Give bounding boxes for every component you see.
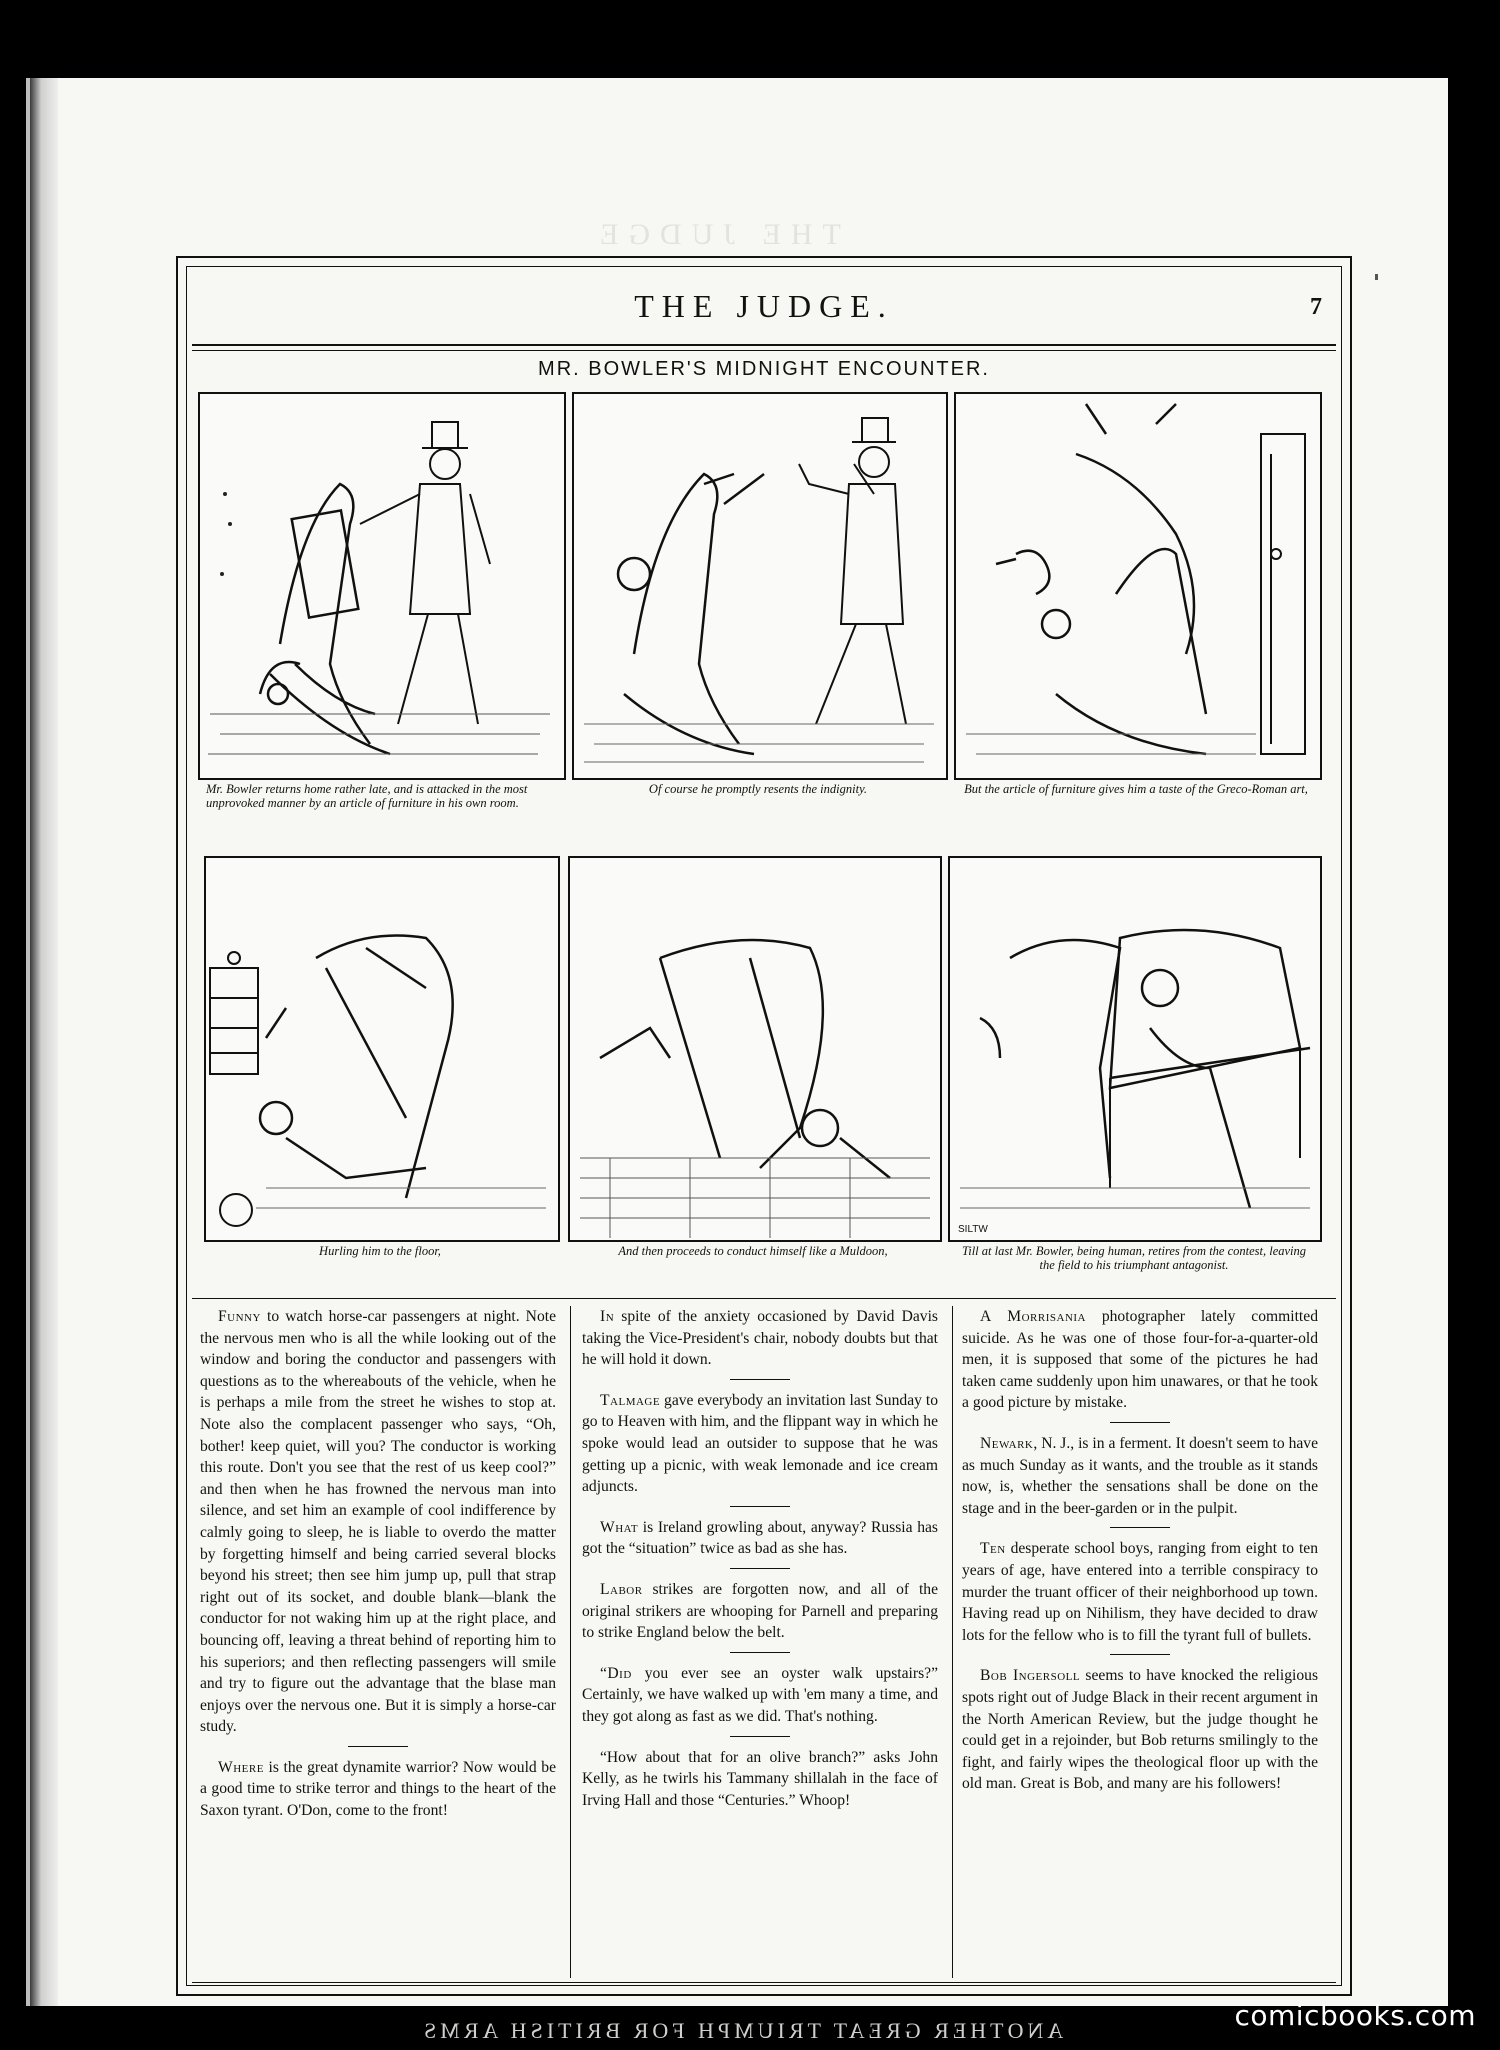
- cartoon-panel-1: [198, 392, 566, 780]
- caption-panel-5: And then proceeds to conduct himself like a Muldoon,: [618, 1244, 888, 1258]
- paragraph-lead: Labor: [600, 1580, 643, 1598]
- paragraph-text: spite of the anxiety occasioned by David Davis taking the Vice-President's chair, nobody doubts but that he will hold it down.: [582, 1308, 938, 1369]
- paragraph-separator: [730, 1506, 790, 1507]
- masthead-rule-thin: [192, 350, 1336, 351]
- panel-2-drawing: [574, 394, 946, 778]
- caption-panel-6: Till at last Mr. Bowler, being human, retires from the contest, leaving the field to his triumphant antagonist.: [961, 1244, 1307, 1272]
- text-columns: [200, 1306, 1318, 1978]
- paragraph-text: is the great dynamite warrior? Now would be a good time to strike terror and things to the heart of the Saxon tyrant. O'Don, come to the front!: [200, 1758, 556, 1820]
- paragraph-lead: In: [600, 1308, 615, 1325]
- paragraph-oyster: [582, 1663, 938, 1728]
- cartoon-panel-4: [204, 856, 560, 1242]
- paragraph-separator: [1110, 1527, 1170, 1528]
- paragraph-lead: A Morrisania: [980, 1308, 1086, 1325]
- paragraph-lead: “Did: [600, 1664, 632, 1682]
- cartoon-panel-5: [568, 856, 942, 1242]
- column-rule: [570, 1306, 571, 1978]
- paragraph-separator: [730, 1736, 790, 1737]
- section-divider: [192, 1298, 1336, 1299]
- page-frame: [176, 256, 1352, 1996]
- ink-speck: [1375, 274, 1378, 280]
- caption-panel-3: But the article of furniture gives him a taste of the Greco-Roman art,: [964, 782, 1308, 796]
- paragraph-text: strikes are forgotten now, and all of the original strikers are whooping for Parnell and preparing to strike England below the belt.: [582, 1580, 938, 1642]
- paragraph-separator: [730, 1379, 790, 1380]
- paragraph-text: , N. J., is in a ferment. It doesn't seem to have as much Sunday as it wants, and the trouble as it stands now, is, whether the sensations shall be done on the stage and in the beer-garden or in the pulpit.: [962, 1434, 1318, 1517]
- column-1: [200, 1306, 556, 1978]
- paragraph-lead: Ten: [980, 1540, 1006, 1558]
- caption-panel-4: Hurling him to the floor,: [319, 1244, 441, 1258]
- page-number: 7: [1310, 294, 1322, 320]
- paragraph-what: [582, 1517, 938, 1560]
- paragraph-talmage: [582, 1390, 938, 1498]
- column-2: [582, 1306, 938, 1978]
- cartoon-panel-3: [954, 392, 1322, 780]
- paragraph-in-spite: [582, 1306, 938, 1371]
- paragraph-olive-branch: [582, 1747, 938, 1812]
- paragraph-lead: What: [600, 1518, 639, 1536]
- paragraph-separator: [1110, 1422, 1170, 1423]
- paragraph-text: is Ireland growling about, anyway? Russia has got the “situation” twice as bad as she has.: [582, 1518, 938, 1558]
- site-watermark: comicbooks.com: [1234, 1999, 1476, 2032]
- paragraph-separator: [730, 1568, 790, 1569]
- paragraph-lead: Talmage: [600, 1391, 661, 1409]
- paragraph-separator: [730, 1652, 790, 1653]
- panel-4-drawing: [206, 858, 558, 1240]
- paragraph-text: you ever see an oyster walk upstairs?” Certainly, we have walked up with 'em many a time, and they got along as fast as we did. That's nothing.: [582, 1664, 938, 1725]
- paragraph-text: gave everybody an invitation last Sunday to go to Heaven with him, and the flippant way in which he spoke would lead an outsider to suppose that he was getting up a picnic, with weak lemonade and ice cream adjuncts.: [582, 1391, 938, 1496]
- caption-panel-2: Of course he promptly resents the indignity.: [648, 782, 868, 796]
- cartoon-title: MR. BOWLER'S MIDNIGHT ENCOUNTER.: [538, 358, 990, 380]
- paragraph-text: “How about that for an olive branch?” asks John Kelly, as he twirls his Tammany shillalah in the face of Irving Hall and those “Centuries.” Whoop!: [582, 1748, 938, 1809]
- paragraph-ten-boys: [962, 1538, 1318, 1646]
- paragraph-morrisania: [962, 1306, 1318, 1414]
- caption-panel-1: Mr. Bowler returns home rather late, and is attacked in the most unprovoked manner by an article of furniture in his own room.: [206, 782, 528, 810]
- paragraph-text: seems to have knocked the religious spots right out of Judge Black in their recent argument in the North American Review, but the judge thought he could get in a rejoinder, but Bob returns smilingly to the fight, and fairly wipes the theological floor up with the old man. Great is Bob, and many are his followers!: [962, 1667, 1319, 1793]
- panel-3-drawing: [956, 394, 1320, 778]
- paragraph-lead: Where: [218, 1758, 264, 1776]
- paragraph-text: to watch horse-car passengers at night. Note the nervous men who is all the while looking out of the window and boring the conductor and passengers with questions as to the whereabouts of the vehicle, when he is perhaps a mile from the street he wishes to stop at. Note also the complacent passenger who says, “Oh, bother! keep quiet, will you? The conductor is working this route. Don't you see that the rest of us keep cool?” and then when he has frowned the nervous man into silence, and set him an example of cool indifference by calmly going to sleep, he is liable to overdo the matter by forgetting himself and being carried several blocks beyond his street; then see him jump up, pull that strap right out of its socket, and double blank—blank the conductor for not waking him up at the right place, and bouncing off, leaving a threat behind of reporting him to his superiors; and then reflecting passengers will smile and try to figure out the advantage that the blase man enjoys over the nervous one. But it is simply a horse-car study.: [200, 1308, 556, 1736]
- paragraph-newark: [962, 1433, 1318, 1519]
- bottom-rule: [192, 1982, 1336, 1983]
- paragraph-lead: Funny: [218, 1308, 261, 1325]
- bleed-through-bottom: ANOTHER GREAT TRIUMPH FOR BRITISH ARMS: [420, 2018, 1064, 2043]
- column-rule: [952, 1306, 953, 1978]
- page-fold-shadow: [30, 78, 58, 2006]
- paragraph-separator: [1110, 1654, 1170, 1655]
- panel-5-drawing: [570, 858, 940, 1240]
- column-3: [962, 1306, 1318, 1978]
- paragraph-labor: [582, 1579, 938, 1644]
- paragraph-separator: [348, 1746, 408, 1747]
- paragraph-lead: Newark: [980, 1434, 1034, 1452]
- paragraph-ingersoll: [962, 1665, 1318, 1795]
- paragraph-text: photographer lately committed suicide. As he was one of those four-for-a-quarter-old men, it is supposed that some of the pictures he had taken came suddenly upon him unawares, or that he took a good picture by mistake.: [962, 1308, 1318, 1412]
- cartoon-panel-2: [572, 392, 948, 780]
- bleed-through-top: THE JUDGE: [590, 218, 841, 251]
- panel-6-drawing: [950, 858, 1320, 1240]
- masthead-rule: [192, 344, 1336, 346]
- paragraph-where: [200, 1757, 556, 1822]
- artist-signature: SILTW: [958, 1224, 988, 1235]
- paragraph-text: desperate school boys, ranging from eight to ten years of age, have entered into a terrible conspiracy to murder the truant officer of their neighborhood up town. Having read up on Nihilism, they have decided to draw lots for the fellow who is to fill the tyrant full of bullets.: [962, 1540, 1318, 1644]
- panel-1-drawing: [200, 394, 564, 778]
- cartoon-panel-6: [948, 856, 1322, 1242]
- paragraph-funny: [200, 1306, 556, 1738]
- masthead-title: THE JUDGE.: [634, 288, 894, 324]
- paragraph-lead: Bob Ingersoll: [980, 1667, 1081, 1685]
